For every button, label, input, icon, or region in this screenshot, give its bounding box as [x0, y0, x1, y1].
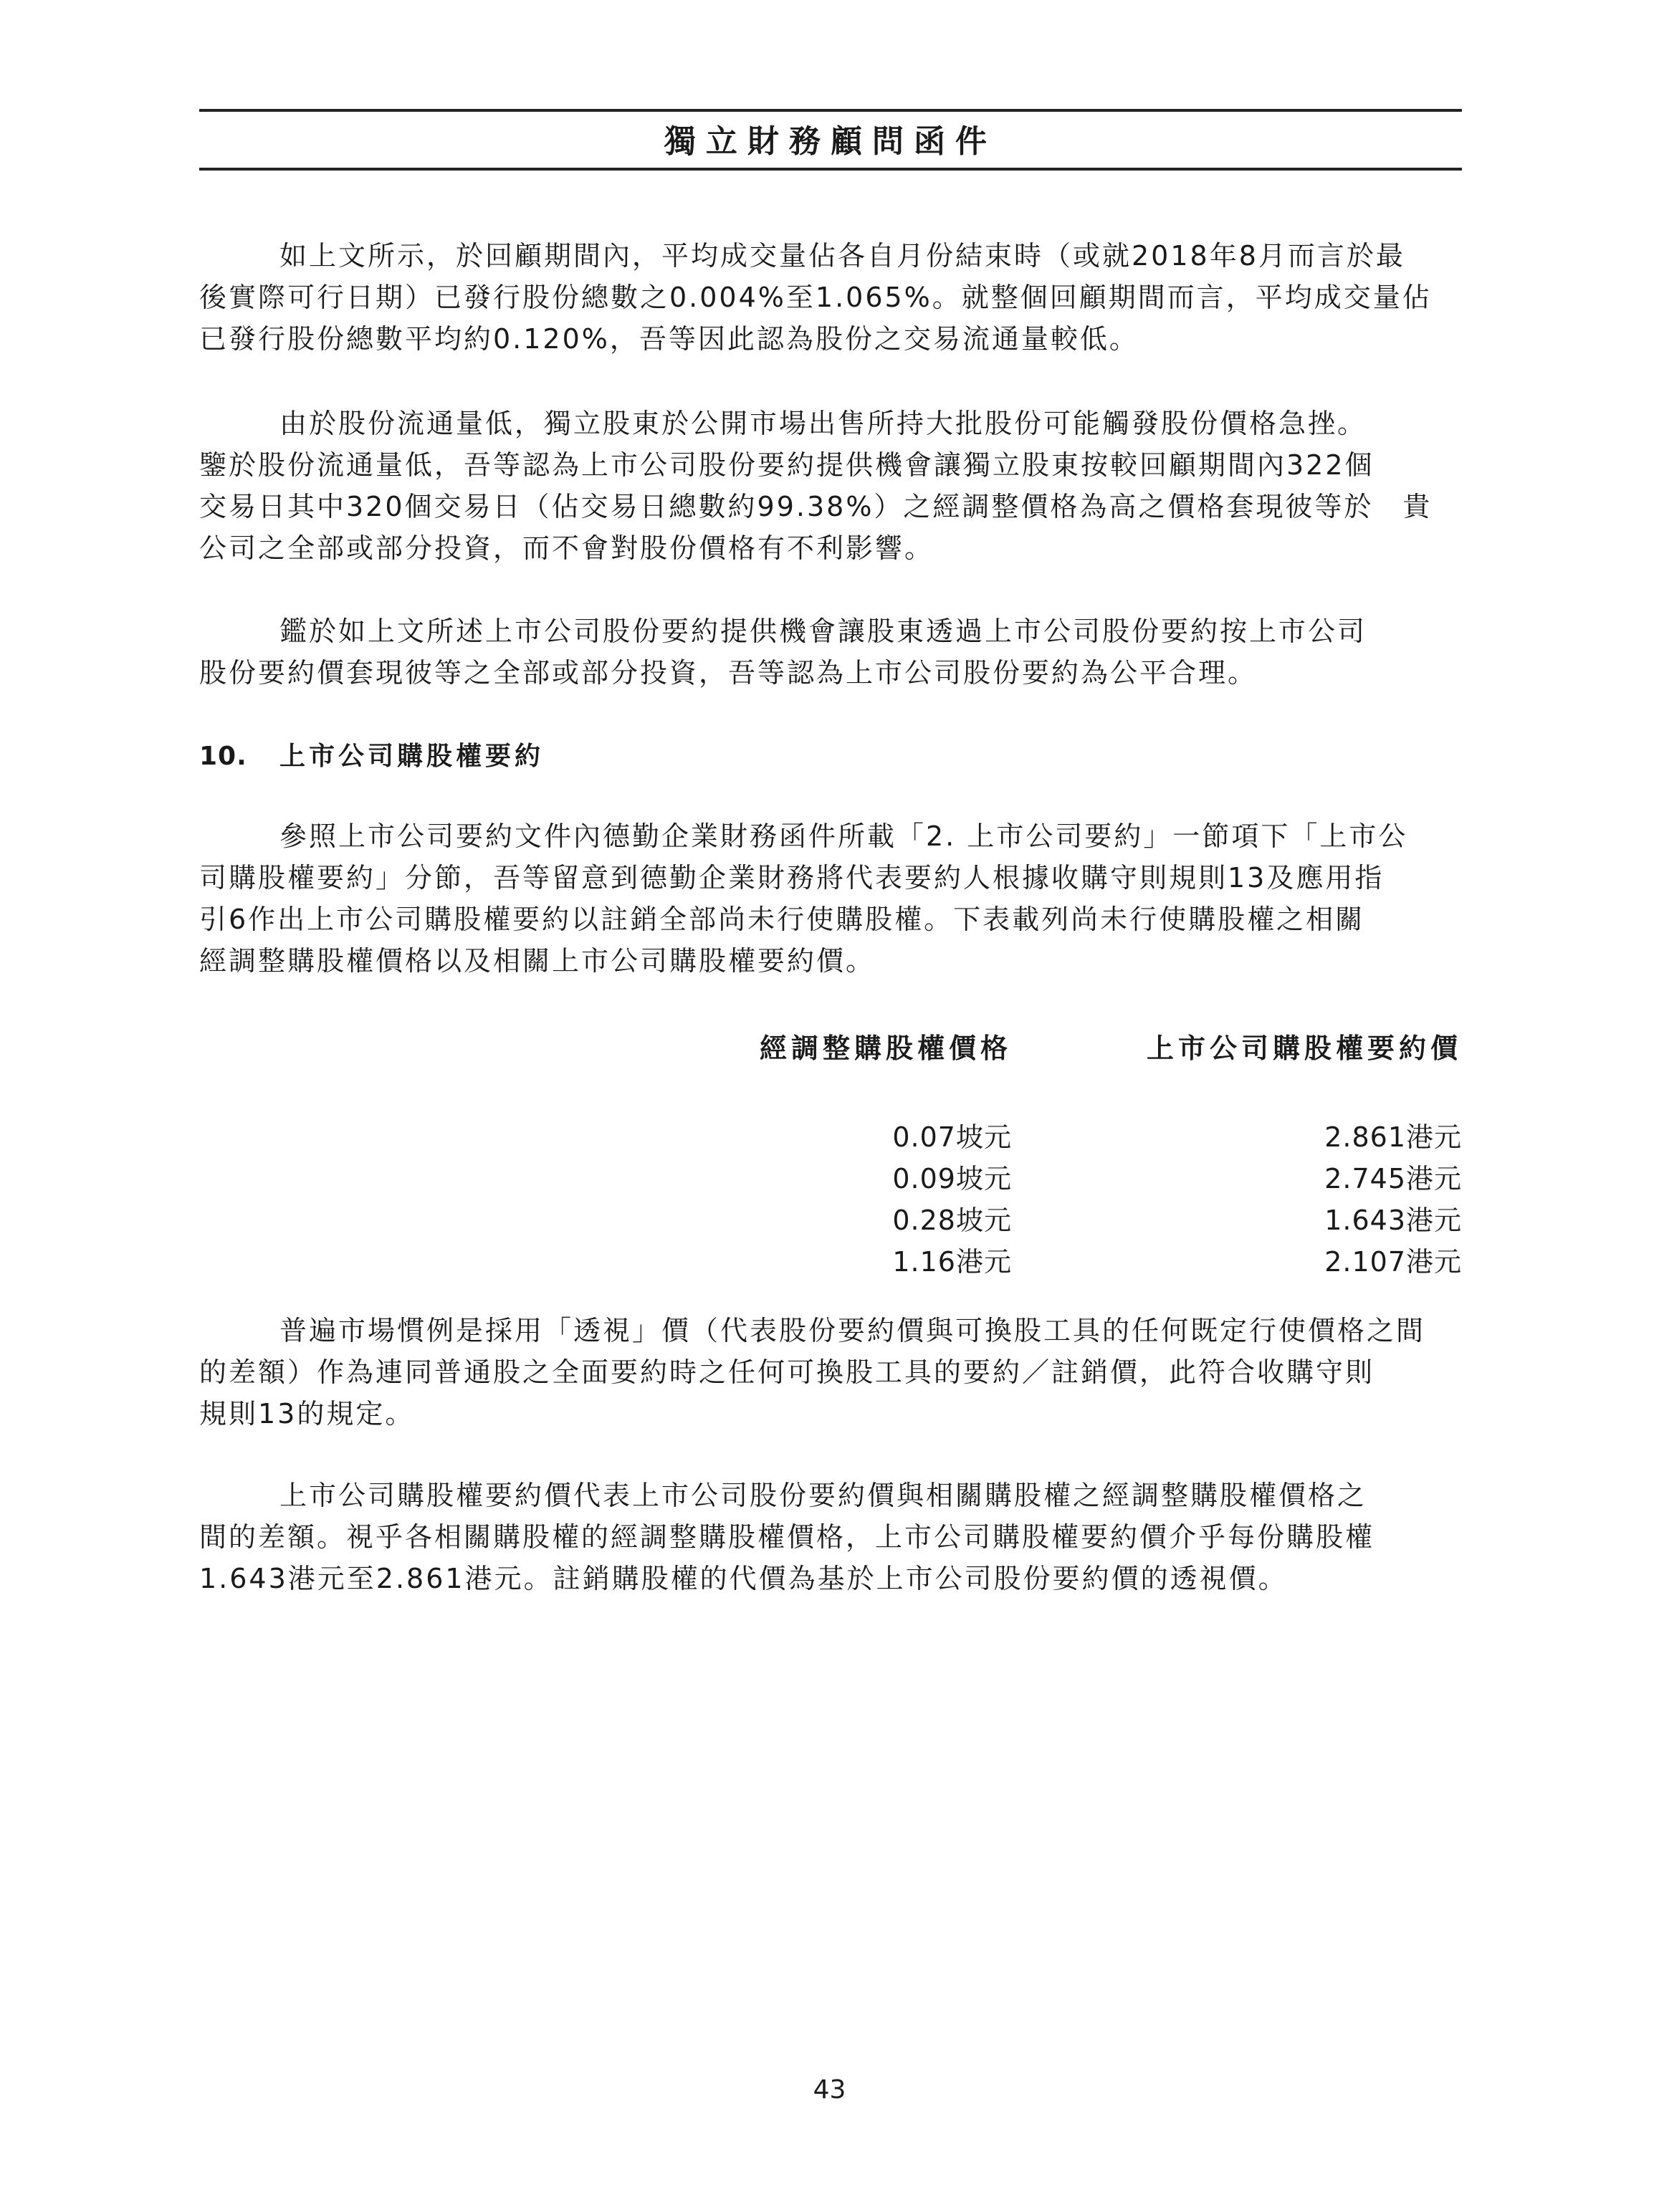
paragraph-line: 鑑於如上文所述上市公司股份要約提供機會讓股東透過上市公司股份要約按上市公司	[279, 616, 1367, 647]
paragraph-share-offer-fair	[199, 611, 1462, 694]
paragraph-line: 交易日其中320個交易日（佔交易日總數約99.38%）之經調整價格為高之價格套現彼等於 貴	[199, 491, 1433, 522]
paragraph-line: 規則13的規定。	[199, 1398, 415, 1430]
paragraph-line: 如上文所示，於回顧期間內，平均成交量佔各自月份結束時（或就2018年8月而言於最	[279, 240, 1405, 272]
header-bottom-rule	[199, 168, 1462, 171]
page-number: 43	[813, 2075, 846, 2105]
paragraph-line: 後實際可行日期）已發行股份總數之0.004%至1.065%。就整個回顧期間而言，平均成交量佔	[199, 282, 1432, 313]
paragraph-low-liquidity	[199, 403, 1462, 569]
table-header: 上市公司購股權要約價	[1146, 1033, 1462, 1064]
paragraph-line: 普遍市場慣例是採用「透視」價（代表股份要約價與可換股工具的任何既定行使價格之間	[279, 1315, 1426, 1346]
paragraph-line: 股份要約價套現彼等之全部或部分投資，吾等認為上市公司股份要約為公平合理。	[199, 657, 1258, 689]
paragraph-line: 的差額）作為連同普通股之全面要約時之任何可換股工具的要約／註銷價，此符合收購守則	[199, 1356, 1375, 1388]
table-cell: 2.107港元	[1324, 1246, 1462, 1278]
paragraph-line: 1.643港元至2.861港元。註銷購股權的代價為基於上市公司股份要約價的透視價。	[199, 1563, 1288, 1594]
table-cell: 0.28坡元	[892, 1205, 1012, 1236]
paragraph-line: 公司之全部或部分投資，而不會對股份價格有不利影響。	[199, 532, 934, 564]
section-title: 上市公司購股權要約	[279, 742, 545, 771]
table-column-adjusted-price	[760, 1030, 1012, 1283]
table-header: 經調整購股權價格	[759, 1033, 1012, 1064]
paragraph-line: 引6作出上市公司購股權要約以註銷全部尚未行使購股權。下表載列尚未行使購股權之相關	[199, 904, 1365, 935]
section-number: 10.	[199, 742, 247, 771]
table-cell: 1.643港元	[1324, 1205, 1462, 1236]
paragraph-line: 上市公司購股權要約價代表上市公司股份要約價與相關購股權之經調整購股權價格之	[279, 1480, 1367, 1511]
paragraph-line: 參照上市公司要約文件內德勤企業財務函件所載「2. 上市公司要約」一節項下「上市公	[279, 820, 1408, 852]
table-cell: 2.745港元	[1324, 1163, 1462, 1194]
paragraph-line: 經調整購股權價格以及相關上市公司購股權要約價。	[199, 945, 876, 977]
paragraph-line: 鑒於股份流通量低，吾等認為上市公司股份要約提供機會讓獨立股東按較回顧期間內322個	[199, 449, 1374, 481]
paragraph-see-through-price	[199, 1310, 1462, 1435]
table-cell: 1.16港元	[892, 1246, 1012, 1278]
paragraph-option-offer-intro	[199, 815, 1462, 982]
table-cell: 0.09坡元	[892, 1163, 1012, 1194]
paragraph-line: 已發行股份總數平均約0.120%，吾等因此認為股份之交易流通量較低。	[199, 323, 1139, 355]
paragraph-line: 由於股份流通量低，獨立股東於公開市場出售所持大批股份可能觸發股份價格急挫。	[279, 408, 1367, 439]
paragraph-line: 司購股權要約」分節，吾等留意到德勤企業財務將代表要約人根據收購守則規則13及應用指	[199, 862, 1385, 894]
paragraph-option-offer-price	[199, 1475, 1462, 1599]
section-heading	[199, 739, 544, 774]
header-top-rule	[199, 109, 1462, 112]
table-cell: 2.861港元	[1324, 1121, 1462, 1153]
table-column-option-offer-price	[1147, 1030, 1462, 1283]
page-header-title: 獨立財務顧問函件	[664, 123, 997, 160]
paragraph-trading-volume	[199, 235, 1462, 360]
paragraph-line: 間的差額。視乎各相關購股權的經調整購股權價格，上市公司購股權要約價介乎每份購股權	[199, 1521, 1375, 1553]
table-cell: 0.07坡元	[892, 1121, 1012, 1153]
